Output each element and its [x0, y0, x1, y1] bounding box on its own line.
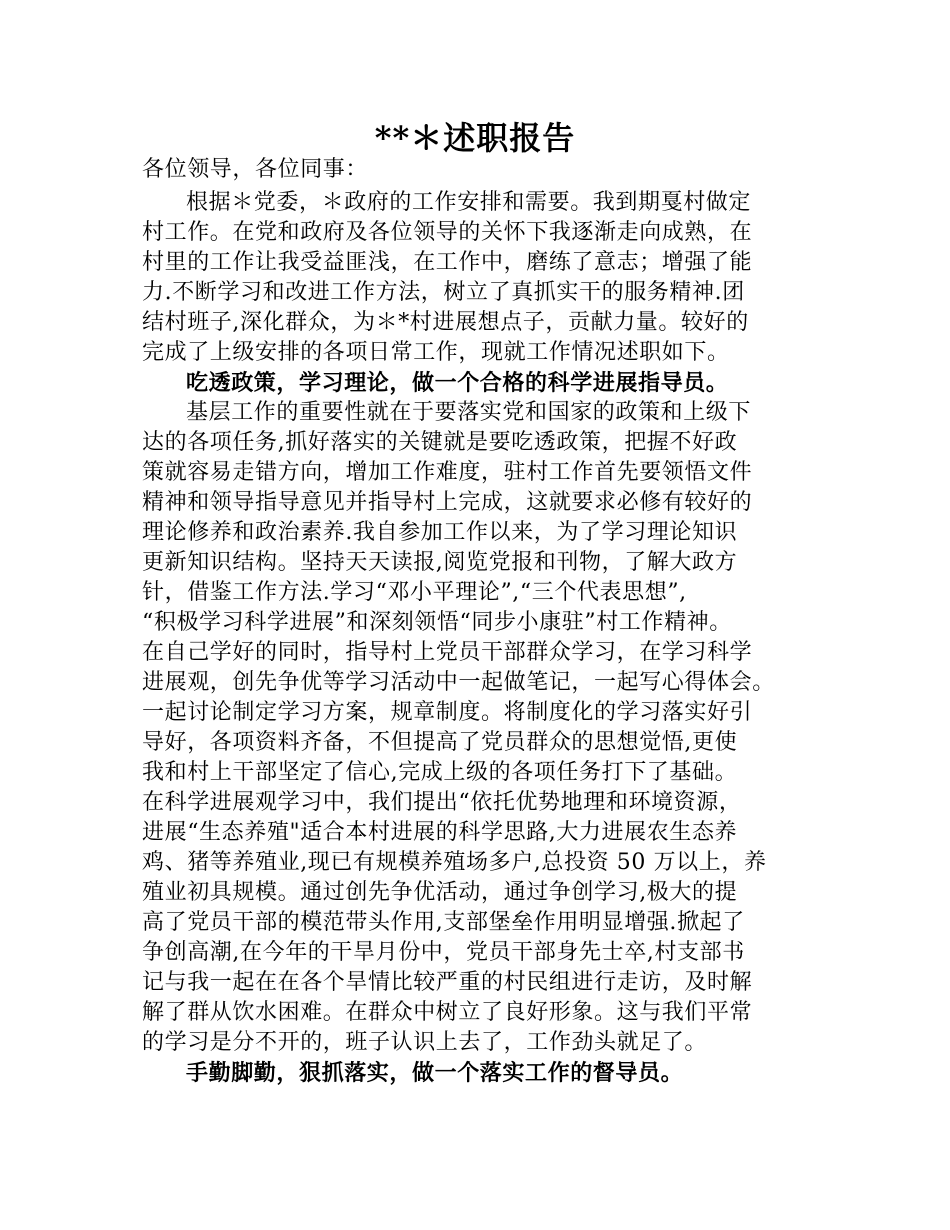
paragraph-line: 记与我一起在在各个旱情比较严重的村民组进行走访，及时解	[142, 970, 753, 995]
paragraph-line: 完成了上级安排的各项日常工作，现就工作情况述职如下。	[142, 340, 730, 365]
paragraph-line: 在科学进展观学习中，我们提出“依托优势地理和环境资源，	[142, 790, 742, 815]
paragraph-line: 高了党员干部的模范带头作用,支部堡垒作用明显增强.掀起了	[142, 910, 745, 935]
paragraph-line: 一起讨论制定学习方案，规章制度。将制度化的学习落实好引	[142, 700, 753, 725]
paragraph-line: 村里的工作让我受益匪浅，在工作中，磨练了意志；增强了能	[142, 250, 753, 275]
paragraph-line: 精神和领导指导意见并指导村上完成，这就要求必修有较好的	[142, 490, 753, 515]
paragraph-line: 进展“生态养殖"适合本村进展的科学思路,大力进展农生态养	[142, 820, 738, 845]
section-heading: 手勤脚勤，狠抓落实，做一个落实工作的督导员。	[186, 1060, 684, 1086]
paragraph-line: 殖业初具规模。通过创先争优活动，通过争创学习,极大的提	[142, 880, 738, 905]
paragraph-line: 基层工作的重要性就在于要落实党和国家的政策和上级下	[186, 400, 752, 425]
paragraph-line: 策就容易走错方向，增加工作难度，驻村工作首先要领悟文件	[142, 460, 753, 485]
salutation: 各位领导，各位同事：	[142, 157, 369, 182]
paragraph-line: “积极学习科学进展”和深刻领悟“同步小康驻”村工作精神。	[142, 610, 732, 635]
paragraph-line: 结村班子,深化群众，为＊*村进展想点子，贡献力量。较好的	[142, 310, 749, 335]
paragraph-line: 争创高潮,在今年的干旱月份中，党员干部身先士卒,村支部书	[142, 940, 745, 965]
document-title: **＊述职报告	[374, 119, 576, 157]
paragraph-line: 我和村上干部坚定了信心,完成上级的各项任务打下了基础。	[142, 760, 738, 785]
paragraph-line: 进展观，创先争优等学习活动中一起做笔记，一起写心得体会。	[142, 670, 775, 695]
paragraph-line: 的学习是分不开的，班子认识上去了，工作劲头就足了。	[142, 1030, 708, 1055]
paragraph-line: 根据＊党委，＊政府的工作安排和需要。我到期戛村做定	[186, 190, 752, 215]
section-heading: 吃透政策，学习理论，做一个合格的科学进展指导员。	[186, 370, 729, 396]
paragraph-line: 更新知识结构。坚持天天读报,阅览党报和刊物，了解大政方	[142, 550, 738, 575]
paragraph-line: 达的各项任务,抓好落实的关键就是要吃透政策，把握不好政	[142, 430, 738, 455]
paragraph-line: 在自己学好的同时，指导村上党员干部群众学习，在学习科学	[142, 640, 753, 665]
paragraph-line: 解了群从饮水困难。在群众中树立了良好形象。这与我们平常	[142, 1000, 753, 1025]
paragraph-line: 理论修养和政治素养.我自参加工作以来，为了学习理论知识	[142, 520, 738, 545]
paragraph-line: 鸡、猪等养殖业,现已有规模养殖场多户,总投资 50 万以上，养	[142, 850, 767, 875]
paragraph-line: 村工作。在党和政府及各位领导的关怀下我逐渐走向成熟，在	[142, 220, 753, 245]
paragraph-line: 针，借鉴工作方法.学习“邓小平理论”,“三个代表思想”,	[142, 580, 687, 605]
paragraph-line: 力.不断学习和改进工作方法，树立了真抓实干的服务精神.团	[142, 280, 745, 305]
paragraph-line: 导好，各项资料齐备，不但提高了党员群众的思想觉悟,更使	[142, 730, 738, 755]
